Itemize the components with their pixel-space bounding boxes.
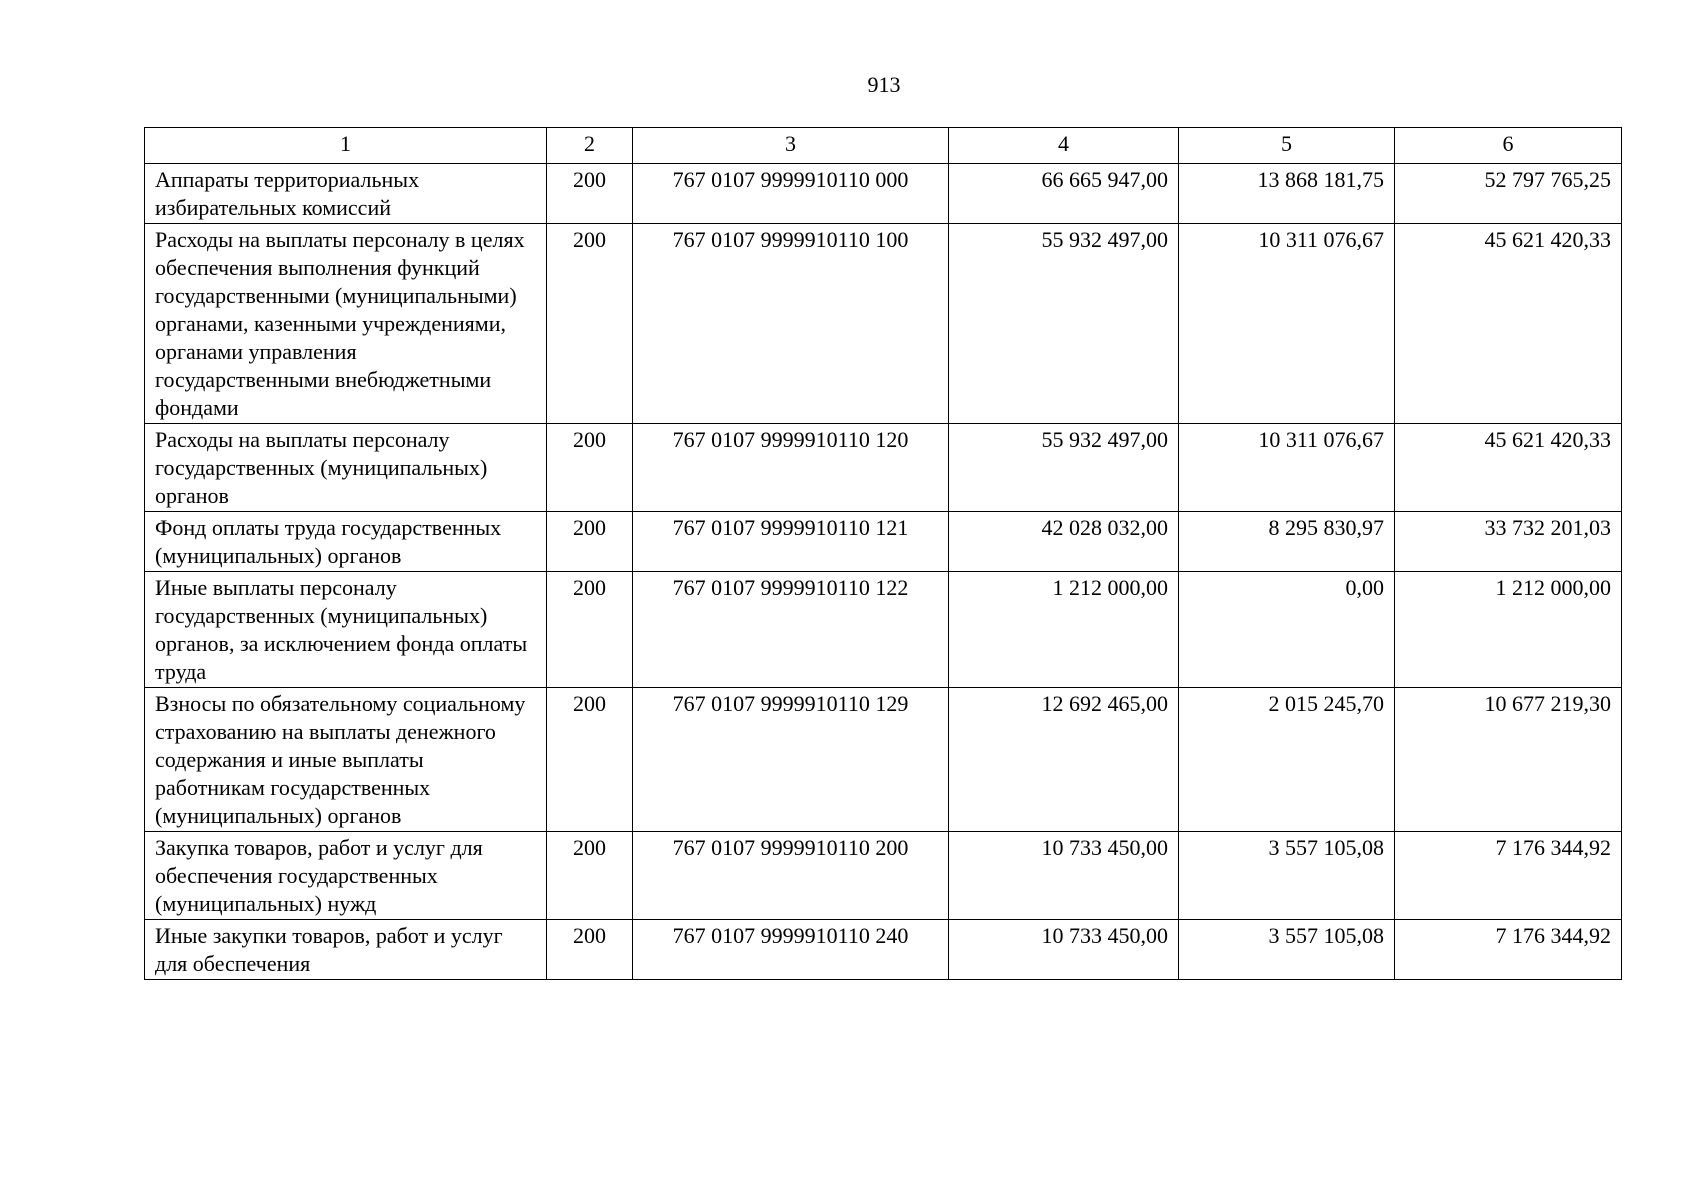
row-name: Иные выплаты персоналу государственных (муниципальных) органов, за исключением фонда оплаты труда — [145, 572, 547, 688]
header-cell: 2 — [547, 128, 633, 164]
row-remaining: 10 677 219,30 — [1395, 688, 1622, 832]
row-name: Иные закупки товаров, работ и услуг для обеспечения — [145, 920, 547, 980]
row-classification-code: 767 0107 9999910110 100 — [633, 224, 949, 424]
row-remaining: 7 176 344,92 — [1395, 832, 1622, 920]
row-approved: 12 692 465,00 — [949, 688, 1179, 832]
row-executed: 10 311 076,67 — [1179, 424, 1395, 512]
row-name: Закупка товаров, работ и услуг для обеспечения государственных (муниципальных) нужд — [145, 832, 547, 920]
row-approved: 55 932 497,00 — [949, 424, 1179, 512]
row-approved: 42 028 032,00 — [949, 512, 1179, 572]
row-name: Расходы на выплаты персоналу государственных (муниципальных) органов — [145, 424, 547, 512]
row-approved: 55 932 497,00 — [949, 224, 1179, 424]
row-executed: 3 557 105,08 — [1179, 920, 1395, 980]
table-header-row — [145, 128, 1622, 164]
table-row — [145, 224, 1622, 424]
row-approved: 66 665 947,00 — [949, 164, 1179, 224]
row-remaining: 45 621 420,33 — [1395, 224, 1622, 424]
row-executed: 13 868 181,75 — [1179, 164, 1395, 224]
row-approved: 10 733 450,00 — [949, 920, 1179, 980]
row-name: Взносы по обязательному социальному страхованию на выплаты денежного содержания и иные выплаты работникам государственных (муниципальных) органов — [145, 688, 547, 832]
row-admin-code: 200 — [547, 224, 633, 424]
row-remaining: 52 797 765,25 — [1395, 164, 1622, 224]
row-admin-code: 200 — [547, 920, 633, 980]
row-name: Фонд оплаты труда государственных (муниципальных) органов — [145, 512, 547, 572]
header-cell: 3 — [633, 128, 949, 164]
row-classification-code: 767 0107 9999910110 000 — [633, 164, 949, 224]
table-row — [145, 512, 1622, 572]
row-remaining: 7 176 344,92 — [1395, 920, 1622, 980]
row-admin-code: 200 — [547, 164, 633, 224]
header-cell: 6 — [1395, 128, 1622, 164]
row-executed: 10 311 076,67 — [1179, 224, 1395, 424]
row-remaining: 33 732 201,03 — [1395, 512, 1622, 572]
budget-table — [144, 127, 1622, 980]
row-classification-code: 767 0107 9999910110 120 — [633, 424, 949, 512]
row-remaining: 45 621 420,33 — [1395, 424, 1622, 512]
table-row — [145, 164, 1622, 224]
row-admin-code: 200 — [547, 832, 633, 920]
row-classification-code: 767 0107 9999910110 129 — [633, 688, 949, 832]
table-row — [145, 572, 1622, 688]
row-executed: 8 295 830,97 — [1179, 512, 1395, 572]
row-executed: 0,00 — [1179, 572, 1395, 688]
row-remaining: 1 212 000,00 — [1395, 572, 1622, 688]
table-row — [145, 832, 1622, 920]
row-admin-code: 200 — [547, 424, 633, 512]
row-approved: 10 733 450,00 — [949, 832, 1179, 920]
row-admin-code: 200 — [547, 688, 633, 832]
row-classification-code: 767 0107 9999910110 240 — [633, 920, 949, 980]
header-cell: 4 — [949, 128, 1179, 164]
row-classification-code: 767 0107 9999910110 122 — [633, 572, 949, 688]
header-cell: 1 — [145, 128, 547, 164]
page-number: 913 — [867, 72, 901, 97]
row-executed: 2 015 245,70 — [1179, 688, 1395, 832]
row-classification-code: 767 0107 9999910110 200 — [633, 832, 949, 920]
row-admin-code: 200 — [547, 572, 633, 688]
row-admin-code: 200 — [547, 512, 633, 572]
row-approved: 1 212 000,00 — [949, 572, 1179, 688]
row-executed: 3 557 105,08 — [1179, 832, 1395, 920]
row-classification-code: 767 0107 9999910110 121 — [633, 512, 949, 572]
table-row — [145, 920, 1622, 980]
table-row — [145, 424, 1622, 512]
row-name: Расходы на выплаты персоналу в целях обеспечения выполнения функций государственными (муниципальными) органами, казенными учреждениями, органами управления государственными внебюджетными фондами — [145, 224, 547, 424]
row-name: Аппараты территориальных избирательных комиссий — [145, 164, 547, 224]
table-row — [145, 688, 1622, 832]
header-cell: 5 — [1179, 128, 1395, 164]
